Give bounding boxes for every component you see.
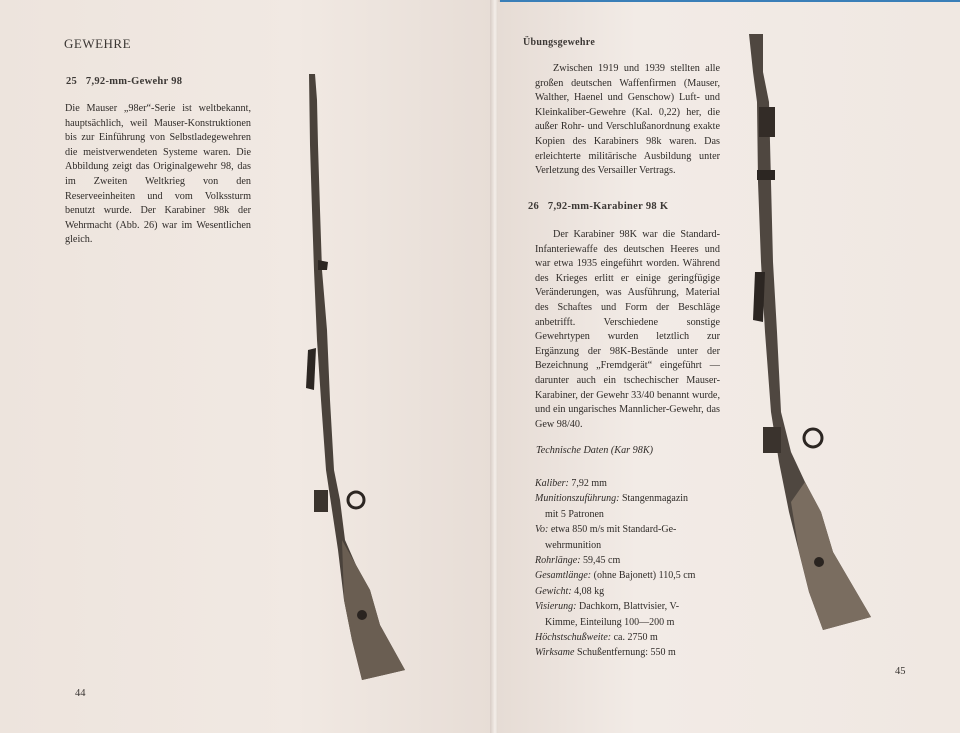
spec-value: Dachkorn, Blattvisier, V-	[576, 601, 680, 613]
spec-value: (ohne Bajonett) 110,5 cm	[591, 570, 696, 582]
spec-label: Gesamtlänge:	[535, 570, 592, 582]
spec-value: etwa 850 m/s mit Standard-Ge-	[548, 524, 677, 536]
spec-label: Vo:	[535, 524, 549, 536]
page-number: 44	[75, 688, 86, 699]
page-number: 45	[895, 666, 906, 677]
tech-data-heading: Technische Daten (Kar 98K)	[536, 445, 654, 456]
spec-item	[535, 522, 720, 537]
spec-item	[535, 553, 720, 568]
body-text: Die Mauser „98er“-Serie ist weltbekannt, hauptsächlich, weil Mauser-Konstruktionen bis zur Einführung von Selbstladegewehren die meistverwendeten Systeme waren. Die Abbildung zeigt das Originalgewehr 98, das im Zweiten Weltkrieg von den Reserveeinheiten und vom Volkssturm benutzt wurde. Der Karabiner 98k der Wehrmacht (Abb. 26) war im Wesentlichen gleich.	[65, 103, 251, 246]
spec-label: Gewicht:	[535, 585, 572, 597]
spec-value: 4,08 kg	[571, 585, 605, 597]
section-number: 26	[528, 201, 540, 212]
right-page	[498, 2, 960, 733]
section-title: 7,92-mm-Karabiner 98 K	[547, 201, 669, 212]
spec-item	[535, 476, 720, 491]
spec-continuation: wehrmunition	[545, 539, 602, 551]
spec-item	[535, 491, 720, 506]
spec-label: Kaliber:	[535, 478, 569, 489]
running-head: Übungsgewehre	[523, 37, 596, 48]
spec-item	[535, 630, 720, 645]
spec-continuation: mit 5 Patronen	[545, 508, 604, 520]
spec-label: Visierung:	[535, 601, 577, 613]
spec-item	[535, 568, 720, 583]
spec-value: 59,45 cm	[580, 555, 621, 567]
section-heading	[66, 76, 182, 87]
rifle-karabiner-98k-image	[743, 32, 883, 637]
spec-label: Höchstschußweite:	[535, 632, 612, 644]
spec-value: 7,92 mm	[568, 478, 607, 489]
intro-text: Zwischen 1919 und 1939 stellten alle großen deutschen Waffenfirmen (Mauser, Walther, Haenel und Genschow) Luft- und Kleinkaliber-Gewehre (Kal. 0,22) her, die außer Rohr- und Verschlußanordnung exakte Kopien des Karabiners 98k waren. Das erleichterte militärische Ausbildung unter Verletzung des Versailler Vertrags.	[535, 63, 720, 177]
spec-value: ca. 2750 m	[611, 632, 658, 644]
running-head: GEWEHRE	[64, 36, 132, 51]
spec-value: Stangenmagazin	[619, 493, 689, 505]
spec-label: Munitionszuführung:	[535, 493, 620, 505]
section-title: 7,92-mm-Gewehr 98	[85, 76, 183, 87]
spec-item	[535, 584, 720, 599]
spec-continuation: Kimme, Einteilung 100—200 m	[545, 616, 675, 628]
rifle-gewehr-98-image	[300, 70, 415, 685]
section-number: 25	[66, 76, 78, 87]
section-heading	[528, 201, 668, 212]
spec-item	[535, 599, 720, 614]
tech-data-list	[535, 476, 720, 661]
spec-label: Rohrlänge:	[535, 555, 581, 567]
body-text: Der Karabiner 98K war die Standard-Infanteriewaffe des deutschen Heeres und war etwa 1935 eingeführt worden. Während des Krieges erlitt er einige geringfügige Veränderungen, was Ausführung, Material des Schaftes und Form der Beschläge anbetrifft. Verschiedene sonstige Gewehrtypen wurden letztlich zur Ergänzung der 98K-Bestände unter der Bezeichnung „Fremdgerät“ eingeführt — darunter auch ein tschechischer Mauser-Karabiner, der Gewehr 33/40 benannt wurde, und ein ungarisches Mannlicher-Gewehr, das Gew 98/40.	[535, 229, 720, 430]
spec-value: Schußentfernung: 550 m	[574, 647, 676, 659]
spec-label: Wirksame	[535, 647, 575, 659]
spec-item	[535, 645, 720, 660]
